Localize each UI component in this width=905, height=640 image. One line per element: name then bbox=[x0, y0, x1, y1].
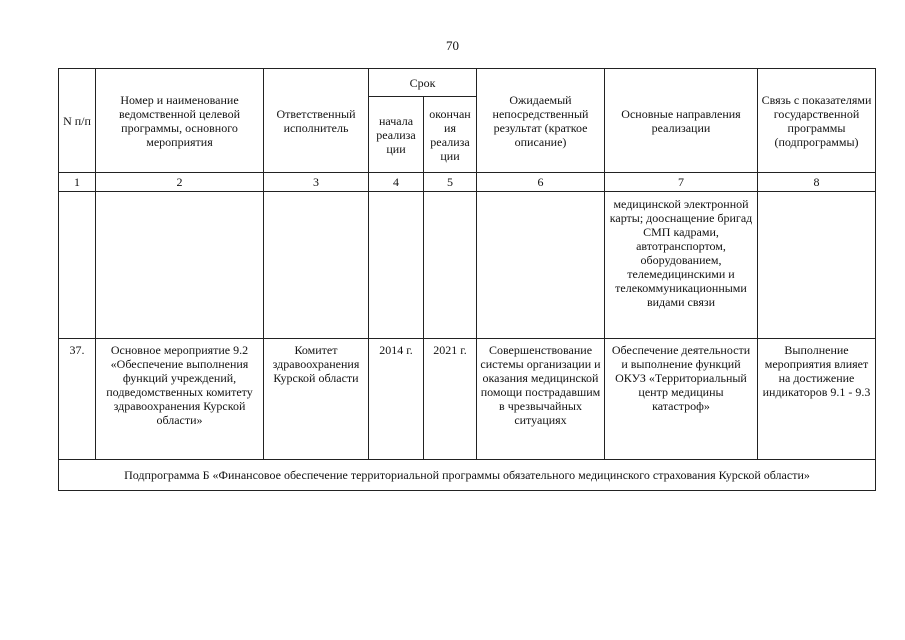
empty-cell bbox=[96, 192, 264, 339]
header-end: окончан ия реализа ции bbox=[424, 97, 477, 173]
start-year: 2014 г. bbox=[369, 339, 424, 460]
subprogram-row bbox=[59, 460, 876, 491]
column-number: 7 bbox=[605, 173, 758, 192]
column-number: 8 bbox=[758, 173, 876, 192]
table-row bbox=[59, 339, 876, 460]
header-num: N п/п bbox=[59, 69, 96, 173]
header-link: Связь с показателями государственной программы (подпрограммы) bbox=[758, 69, 876, 173]
empty-cell bbox=[424, 192, 477, 339]
empty-cell bbox=[264, 192, 369, 339]
header-result: Ожидаемый непосредственный результат (краткое описание) bbox=[477, 69, 605, 173]
column-number: 2 bbox=[96, 173, 264, 192]
program-table bbox=[58, 68, 876, 491]
continuation-directions: медицинской электронной карты; дооснащение бригад СМП кадрами, автотранспортом, оборудованием, телемедицинскими и телекоммуникационными видами связи bbox=[605, 192, 758, 339]
header-name: Номер и наименование ведомственной целевой программы, основного мероприятия bbox=[96, 69, 264, 173]
row-number: 37. bbox=[59, 339, 96, 460]
expected-result: Совершенствование системы организации и оказания медицинской помощи пострадавшим в чрезвычайных ситуациях bbox=[477, 339, 605, 460]
column-number: 4 bbox=[369, 173, 424, 192]
header-row-1 bbox=[59, 69, 876, 97]
header-executor: Ответственный исполнитель bbox=[264, 69, 369, 173]
column-number: 6 bbox=[477, 173, 605, 192]
header-term: Срок bbox=[369, 69, 477, 97]
header-start: начала реализа ции bbox=[369, 97, 424, 173]
page-number: 70 bbox=[446, 38, 459, 53]
indicator-link: Выполнение мероприятия влияет на достижение индикаторов 9.1 - 9.3 bbox=[758, 339, 876, 460]
subprogram-title: Подпрограмма Б «Финансовое обеспечение территориальной программы обязательного медицинского страхования Курской области» bbox=[59, 460, 876, 491]
column-number: 3 bbox=[264, 173, 369, 192]
empty-cell bbox=[477, 192, 605, 339]
column-numbers-row bbox=[59, 173, 876, 192]
header-directions: Основные направления реализации bbox=[605, 69, 758, 173]
end-year: 2021 г. bbox=[424, 339, 477, 460]
column-number: 5 bbox=[424, 173, 477, 192]
measure-name: Основное мероприятие 9.2 «Обеспечение выполнения функций учреждений, подведомственных комитету здравоохранения Курской области» bbox=[96, 339, 264, 460]
column-number: 1 bbox=[59, 173, 96, 192]
empty-cell bbox=[369, 192, 424, 339]
continuation-row bbox=[59, 192, 876, 339]
executor: Комитет здравоохранения Курской области bbox=[264, 339, 369, 460]
empty-cell bbox=[758, 192, 876, 339]
empty-cell bbox=[59, 192, 96, 339]
main-directions: Обеспечение деятельности и выполнение функций ОКУЗ «Территориальный центр медицины катастроф» bbox=[605, 339, 758, 460]
